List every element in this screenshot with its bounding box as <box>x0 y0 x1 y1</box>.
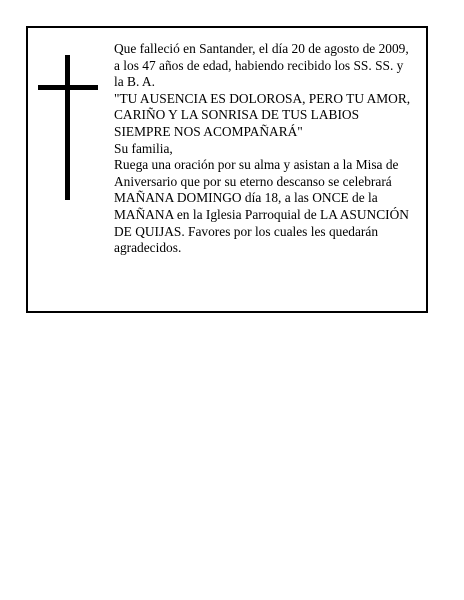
notice-line: Su familia, <box>114 140 173 156</box>
notice-line: Que falleció en Santander, el día 20 de agosto de 2009, <box>114 41 409 56</box>
obituary-notice <box>26 26 428 313</box>
cross-horizontal-bar <box>38 85 98 90</box>
notice-line: "TU AUSENCIA ES DOLOROSA, PERO TU AMOR, <box>114 90 411 106</box>
notice-line: Ruega una oración por su alma y asistan a la Misa de <box>114 157 399 173</box>
notice-line: SIEMPRE NOS ACOMPAÑARÁ" <box>114 123 303 139</box>
notice-line: MAÑANA DOMINGO día 18, a las ONCE de la <box>114 190 378 206</box>
notice-line: MAÑANA en la Iglesia Parroquial de LA ASUNCIÓN <box>114 206 409 222</box>
notice-line: DE QUIJAS. Favores por los cuales les quedarán <box>114 223 379 239</box>
latin-cross-icon <box>38 55 98 200</box>
notice-line: a los 47 años de edad, habiendo recibido los SS. SS. y <box>114 57 404 73</box>
notice-line: CARIÑO Y LA SONRISA DE TUS LABIOS <box>114 107 360 123</box>
notice-line: la B. A. <box>114 74 155 90</box>
cross-vertical-bar <box>65 55 70 200</box>
notice-text <box>114 41 426 257</box>
notice-line: Aniversario que por su eterno descanso se celebrará <box>114 173 392 189</box>
notice-line: agradecidos. <box>114 240 182 256</box>
